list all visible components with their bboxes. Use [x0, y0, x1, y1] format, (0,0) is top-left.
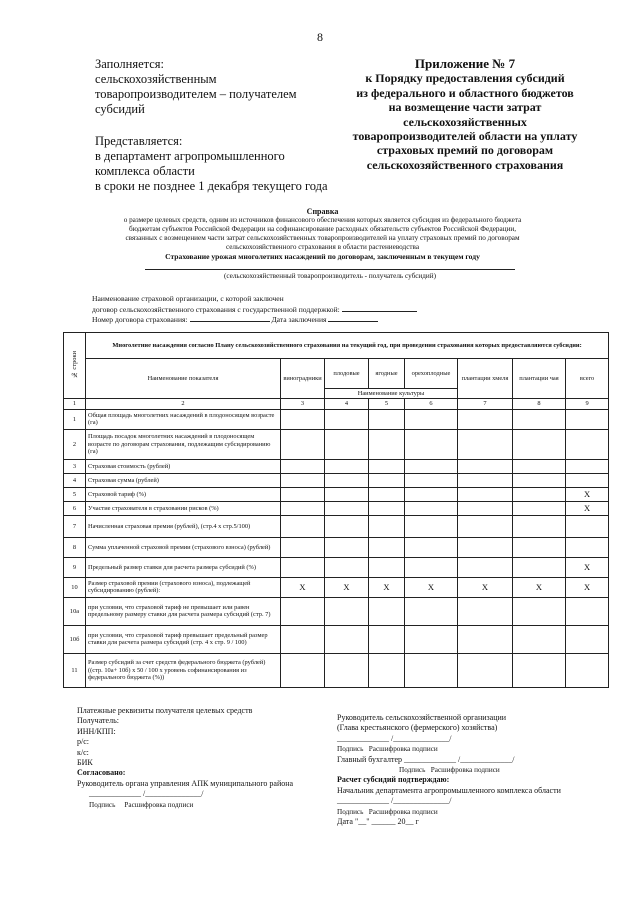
col-header: плантации чая — [513, 359, 566, 399]
indicator-name: Предельный размер ставки для расчета размера субсидий (%) — [86, 557, 281, 577]
input-cell[interactable] — [369, 557, 405, 577]
row-no-header: № строки — [64, 333, 86, 399]
insurer-line: договор сельскохозяйственного страхования с государственной поддержкой: — [92, 304, 340, 314]
input-cell[interactable] — [369, 625, 405, 653]
input-cell[interactable] — [458, 537, 513, 557]
input-cell[interactable] — [458, 409, 513, 429]
input-cell[interactable] — [566, 653, 609, 687]
signatures: Руководитель сельскохозяйственной организации (Глава крестьянского (фермерского) хозяйства) _____________ /______________/ Подпись Расшифровка подписи Главный бухгалтер _____________ /_____________/ Подпись Расшифровка подписи Расчет субсидий подтверждаю: Начальник департамента агропромышленного комплекса области _____________ /______________/ Подпись Расшифровка подписи Дата "__" ______ 20__ г — [337, 713, 617, 827]
input-cell[interactable] — [281, 487, 325, 501]
fill-line: субсидий — [95, 102, 145, 116]
input-cell[interactable] — [325, 557, 369, 577]
title-line: о размере целевых средств, одним из источников финансового обеспечения которых является субсидия из федерального бюджета — [123, 216, 522, 224]
decode-label: Расшифровка подписи — [368, 745, 438, 754]
input-cell[interactable] — [513, 625, 566, 653]
indicator-name: при условии, что страховой тариф превышает предельный размер ставки для расчета размера субсидий (стр. 4 x стр. 9 / 100) — [86, 625, 281, 653]
input-cell[interactable] — [405, 473, 458, 487]
table-row — [64, 459, 609, 473]
payment-line: БИК — [77, 758, 93, 768]
indicator-name: Начисленная страховая премия (рублей), (стр.4 x стр.5/100) — [86, 515, 281, 537]
not-applicable-cell: X — [566, 487, 609, 501]
title-heading: Справка — [306, 207, 339, 216]
input-cell[interactable] — [513, 557, 566, 577]
contract-date-field[interactable] — [328, 314, 378, 322]
table-row — [64, 487, 609, 501]
input-cell[interactable] — [281, 473, 325, 487]
input-cell[interactable] — [566, 473, 609, 487]
input-cell[interactable] — [513, 487, 566, 501]
appendix-line: страховых премий по договорам — [376, 143, 554, 158]
input-cell[interactable] — [513, 459, 566, 473]
row-number: 4 — [64, 473, 86, 487]
indicator-name: Страховой тариф (%) — [86, 487, 281, 501]
input-cell[interactable] — [325, 409, 369, 429]
fill-title: Заполняется: — [95, 57, 165, 71]
row-number: 2 — [64, 429, 86, 459]
col-header: плантации хмеля — [458, 359, 513, 399]
input-cell[interactable] — [281, 557, 325, 577]
table-row — [64, 537, 609, 557]
input-cell[interactable] — [566, 597, 609, 625]
agreed-label: Согласовано: — [77, 768, 126, 778]
input-cell[interactable] — [325, 515, 369, 537]
input-cell[interactable] — [325, 473, 369, 487]
input-cell[interactable] — [281, 515, 325, 537]
decode-label: Расшифровка подписи — [430, 766, 500, 775]
col-number: 2 — [86, 399, 281, 409]
input-cell[interactable] — [405, 557, 458, 577]
table-row — [64, 577, 609, 597]
recipient-underline — [145, 269, 515, 270]
contract-date-label: Дата заключения — [271, 315, 327, 324]
table-row — [64, 557, 609, 577]
table-row — [64, 515, 609, 537]
submit-line: комплекса области — [95, 164, 195, 178]
title-line: связанных с возмещением части затрат сельскохозяйственных товаропроизводителей на уплату страховых премий по договорам — [125, 234, 520, 242]
payment-line: к/с: — [77, 747, 89, 757]
input-cell[interactable] — [458, 487, 513, 501]
not-applicable-cell: X — [325, 577, 369, 597]
indicator-name: Размер субсидий за счет средств федерального бюджета (рублей) ((стр. 10а+ 10б) x 50 / 100 x уровень софинансирования из федерального бюджета (%)) — [86, 653, 281, 687]
input-cell[interactable] — [325, 487, 369, 501]
indicator-name: Общая площадь многолетних насаждений в плодоносящем возрасте (га) — [86, 409, 281, 429]
payment-details: Платежные реквизиты получателя целевых средств Получатель: ИНН/КПП: р/с: к/с: БИК Согласовано: Руководитель органа управления АПК муниципального района _____________ /______________/ Подпись Расшифровка подписи — [77, 706, 337, 810]
appendix-line: товаропроизводителей области на уплату — [352, 129, 578, 144]
title-subtitle: Страхование урожая многолетних насаждений по договорам, заключенным в текущем году — [165, 252, 480, 261]
col-number: 6 — [405, 399, 458, 409]
title-line: сельскохозяйственного страхования в области растениеводства — [225, 243, 420, 251]
input-cell[interactable] — [405, 515, 458, 537]
input-cell[interactable] — [281, 501, 325, 515]
input-cell[interactable] — [325, 501, 369, 515]
indicator-name: Страховая сумма (рублей) — [86, 473, 281, 487]
left-header — [95, 57, 355, 194]
input-cell[interactable] — [405, 625, 458, 653]
input-cell[interactable] — [513, 409, 566, 429]
not-applicable-cell: X — [566, 501, 609, 515]
indicator-name: Размер страховой премии (страхового взноса), подлежащей субсидированию (рублей): — [86, 577, 281, 597]
row-number: 11 — [64, 653, 86, 687]
input-cell[interactable] — [369, 597, 405, 625]
input-cell[interactable] — [369, 473, 405, 487]
input-cell[interactable] — [566, 429, 609, 459]
recipient-caption: (сельскохозяйственный товаропроизводитель - получатель субсидий) — [223, 272, 437, 280]
input-cell[interactable] — [566, 459, 609, 473]
not-applicable-cell: X — [281, 577, 325, 597]
input-cell[interactable] — [281, 459, 325, 473]
input-cell[interactable] — [513, 653, 566, 687]
not-applicable-cell: X — [458, 577, 513, 597]
table-row — [64, 501, 609, 515]
indicator-name: Сумма уплаченной страховой премии (страхового взноса) (рублей) — [86, 537, 281, 557]
input-cell[interactable] — [325, 459, 369, 473]
insurer-block — [92, 294, 522, 325]
input-cell[interactable] — [281, 597, 325, 625]
input-cell[interactable] — [405, 459, 458, 473]
page-number: 8 — [317, 30, 323, 44]
decode-label: Расшифровка подписи — [368, 807, 438, 816]
input-cell[interactable] — [513, 473, 566, 487]
input-cell[interactable] — [458, 429, 513, 459]
table-row — [64, 429, 609, 459]
row-number: 10б — [64, 625, 86, 653]
table-row — [64, 653, 609, 687]
input-cell[interactable] — [458, 557, 513, 577]
input-cell[interactable] — [369, 459, 405, 473]
date-line: Дата "__" ______ 20__ г — [337, 817, 419, 827]
indicator-name: Страховая стоимость (рублей) — [86, 459, 281, 473]
input-cell[interactable] — [405, 409, 458, 429]
input-cell[interactable] — [281, 653, 325, 687]
row-number: 1 — [64, 409, 86, 429]
input-cell[interactable] — [405, 487, 458, 501]
col-header: орехоплодные — [405, 359, 458, 389]
not-applicable-cell: X — [369, 577, 405, 597]
input-cell[interactable] — [513, 429, 566, 459]
input-cell[interactable] — [325, 653, 369, 687]
input-cell[interactable] — [369, 409, 405, 429]
submit-line: в департамент агропромышленного — [95, 149, 285, 163]
input-cell[interactable] — [458, 459, 513, 473]
col-header: всего — [566, 359, 609, 399]
dept-head-line: Начальник департамента агропромышленного комплекса области — [337, 785, 561, 795]
payment-line: Платежные реквизиты получателя целевых средств — [77, 706, 253, 715]
row-number: 10 — [64, 577, 86, 597]
input-cell[interactable] — [513, 515, 566, 537]
input-cell[interactable] — [369, 515, 405, 537]
not-applicable-cell: X — [513, 577, 566, 597]
input-cell[interactable] — [513, 501, 566, 515]
accountant-label: Главный бухгалтер — [337, 754, 402, 764]
input-cell[interactable] — [281, 537, 325, 557]
input-cell[interactable] — [566, 515, 609, 537]
sign-label: Подпись — [89, 800, 116, 809]
indicator-name: при условии, что страховой тариф не превышает или равен предельному размеру ставки для расчета размера субсидий (стр. 7) — [86, 597, 281, 625]
crop-group-header: Наименование культуры — [325, 389, 458, 399]
confirm-label: Расчет субсидий подтверждаю: — [337, 775, 450, 785]
input-cell[interactable] — [369, 537, 405, 557]
indicator-name: Участие страхователя в страховании рисков (%) — [86, 501, 281, 515]
col-number: 9 — [566, 399, 609, 409]
input-cell[interactable] — [566, 625, 609, 653]
head-line: Руководитель сельскохозяйственной организации — [337, 713, 507, 722]
indicator-header: Наименование показателя — [86, 359, 281, 399]
payment-line: Получатель: — [77, 716, 119, 726]
not-applicable-cell: X — [566, 557, 609, 577]
submit-line: в сроки не позднее 1 декабря текущего года — [95, 179, 328, 193]
head-line: (Глава крестьянского (фермерского) хозяйства) — [337, 723, 498, 733]
col-number: 5 — [369, 399, 405, 409]
appendix-header — [330, 57, 600, 172]
table-row — [64, 597, 609, 625]
contract-number-label: Номер договора страхования: — [92, 315, 188, 324]
row-number: 9 — [64, 557, 86, 577]
table-row — [64, 473, 609, 487]
input-cell[interactable] — [566, 409, 609, 429]
input-cell[interactable] — [281, 429, 325, 459]
input-cell[interactable] — [405, 597, 458, 625]
input-cell[interactable] — [513, 537, 566, 557]
row-number: 3 — [64, 459, 86, 473]
appendix-line: сельскохозяйственных — [403, 114, 527, 129]
col-number: 8 — [513, 399, 566, 409]
not-applicable-cell: X — [405, 577, 458, 597]
table-row — [64, 409, 609, 429]
insurer-field[interactable] — [342, 304, 417, 312]
decode-label: Расшифровка подписи — [124, 800, 194, 809]
input-cell[interactable] — [458, 515, 513, 537]
indicator-name: Площадь посадок многолетних насаждений в плодоносящем возрасте по договорам страхования, подлежащим субсидированию (га) — [86, 429, 281, 459]
not-applicable-cell: X — [566, 577, 609, 597]
col-number: 3 — [281, 399, 325, 409]
row-number: 10а — [64, 597, 86, 625]
input-cell[interactable] — [458, 473, 513, 487]
title-line: бюджетам субъектов Российской Федерации на софинансирование расходных обязательств субъектов Российской Федерации, — [128, 225, 517, 233]
fill-line: сельскохозяйственным — [95, 72, 217, 86]
fill-line: товаропроизводителем – получателем — [95, 87, 297, 101]
appendix-number: Приложение № 7 — [414, 56, 516, 71]
input-cell[interactable] — [566, 537, 609, 557]
submit-title: Представляется: — [95, 134, 183, 148]
payment-line: ИНН/КПП: — [77, 726, 116, 736]
input-cell[interactable] — [369, 653, 405, 687]
appendix-line: на возмещение части затрат — [388, 100, 542, 115]
group-header: Многолетние насаждения согласно Плану сельскохозяйственного страхования на текущий год, при проведении страхования которых предоставляются субсидии: — [86, 333, 609, 359]
contract-number-field[interactable] — [190, 314, 270, 322]
sign-label: Подпись — [337, 745, 364, 754]
input-cell[interactable] — [281, 625, 325, 653]
appendix-line: к Порядку предоставления субсидий — [365, 71, 565, 86]
input-cell[interactable] — [325, 537, 369, 557]
input-cell[interactable] — [281, 409, 325, 429]
input-cell[interactable] — [458, 501, 513, 515]
col-number: 4 — [325, 399, 369, 409]
appendix-line: из федерального и областного бюджетов — [356, 85, 574, 100]
sign-label: Подпись — [337, 807, 364, 816]
input-cell[interactable] — [405, 429, 458, 459]
col-header: ягодные — [369, 359, 405, 389]
row-number: 7 — [64, 515, 86, 537]
col-number: 7 — [458, 399, 513, 409]
input-cell[interactable] — [405, 537, 458, 557]
input-cell[interactable] — [405, 653, 458, 687]
row-number: 5 — [64, 487, 86, 501]
col-header: виноградники — [281, 359, 325, 399]
subsidy-table — [63, 332, 609, 688]
input-cell[interactable] — [325, 429, 369, 459]
insurer-line: Наименование страховой организации, с которой заключен — [92, 294, 284, 303]
col-header: плодовые — [325, 359, 369, 389]
input-cell[interactable] — [325, 597, 369, 625]
input-cell[interactable] — [458, 597, 513, 625]
input-cell[interactable] — [458, 653, 513, 687]
input-cell[interactable] — [369, 501, 405, 515]
table-row — [64, 625, 609, 653]
input-cell[interactable] — [458, 625, 513, 653]
document-title — [75, 207, 570, 261]
input-cell[interactable] — [369, 429, 405, 459]
agreed-line: Руководитель органа управления АПК муниципального района — [77, 778, 294, 788]
col-number: 1 — [64, 399, 86, 409]
input-cell[interactable] — [513, 597, 566, 625]
payment-line: р/с: — [77, 737, 89, 747]
row-number: 8 — [64, 537, 86, 557]
input-cell[interactable] — [369, 487, 405, 501]
row-number: 6 — [64, 501, 86, 515]
input-cell[interactable] — [325, 625, 369, 653]
input-cell[interactable] — [405, 501, 458, 515]
sign-label: Подпись — [399, 766, 426, 775]
appendix-line: сельскохозяйственного страхования — [366, 157, 564, 172]
